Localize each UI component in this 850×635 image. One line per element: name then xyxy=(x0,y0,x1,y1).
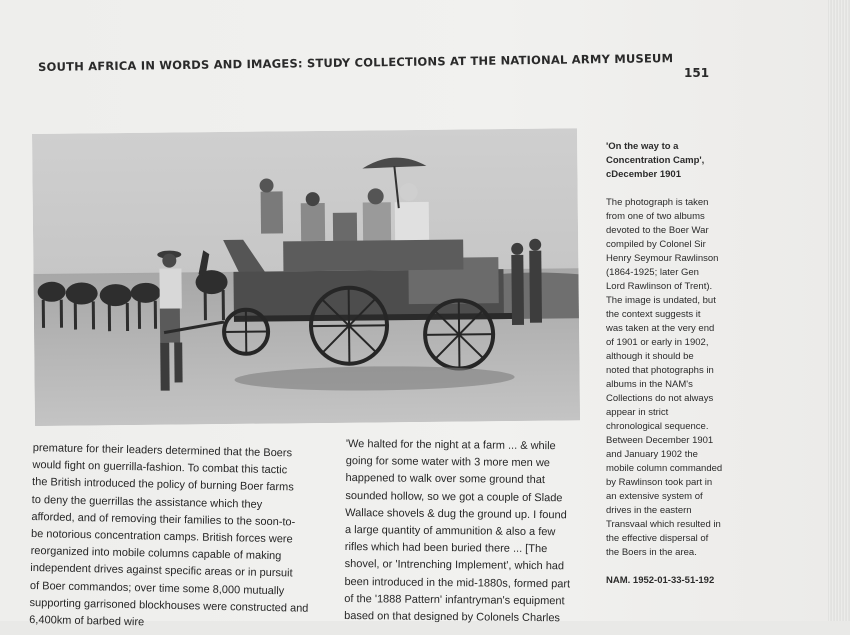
text-line: Wallace shovels & dug the ground up. I found xyxy=(345,505,571,525)
caption-line: Henry Seymour Rawlinson xyxy=(606,252,736,266)
text-line: 6,400km of barbed wire xyxy=(29,612,308,635)
caption-title xyxy=(606,140,736,182)
caption-line: appear in strict xyxy=(606,406,736,420)
caption-line: Between December 1901 xyxy=(606,434,736,448)
text-line: shovel, or 'Intrenching Implement', which had xyxy=(345,556,571,576)
caption-body xyxy=(606,196,736,560)
caption-title-line: 'On the way to a xyxy=(606,140,736,154)
caption-line: drives in the eastern xyxy=(606,504,736,518)
text-line: 'We halted for the night at a farm ... & while xyxy=(346,436,572,456)
caption-line: devoted to the Boer War xyxy=(606,224,736,238)
caption-line: noted that photographs in xyxy=(606,364,736,378)
caption-line: albums in the NAM's xyxy=(606,378,736,392)
caption-line: from one of two albums xyxy=(606,210,736,224)
caption-line: chronological sequence. xyxy=(606,420,736,434)
text-line: be notorious concentration camps. British forces were xyxy=(31,526,310,549)
text-line: of the '1888 Pattern' infantryman's equipment xyxy=(344,591,570,611)
caption-line: of 1901 or early in 1902, xyxy=(606,336,736,350)
text-line: been introduced in the mid-1880s, formed part xyxy=(344,574,570,594)
caption-line: and January 1902 the xyxy=(606,448,736,462)
caption-line: compiled by Colonel Sir xyxy=(606,238,736,252)
text-line: based on that designed by Colonels Charles xyxy=(344,608,570,628)
caption-title-line: cDecember 1901 xyxy=(606,168,736,182)
caption-line: (1864-1925; later Gen xyxy=(606,266,736,280)
caption-line: although it should be xyxy=(606,350,736,364)
text-line: premature for their leaders determined that the Boers xyxy=(33,440,312,463)
caption-line: Transvaal which resulted in xyxy=(606,518,736,532)
caption-line: The image is undated, but xyxy=(606,294,736,308)
text-line: would fight on guerrilla-fashion. To combat this tactic xyxy=(32,457,311,480)
text-line: the British introduced the policy of burning Boer farms xyxy=(32,474,311,497)
body-column-right xyxy=(344,436,572,628)
text-line: independent drives against specific areas or in pursuit xyxy=(30,560,309,583)
text-line: supporting garrisoned blockhouses were constructed and xyxy=(29,595,308,618)
wagon-photograph xyxy=(32,128,580,426)
caption-line: an extensive system of xyxy=(606,490,736,504)
caption-line: the effective dispersal of xyxy=(606,532,736,546)
caption-title-line: Concentration Camp', xyxy=(606,154,736,168)
caption-line: Lord Rawlinson of Trent). xyxy=(606,280,736,294)
text-line: a large quantity of ammunition & also a few xyxy=(345,522,571,542)
text-line: sounded hollow, so we got a couple of Slade xyxy=(345,488,571,508)
caption-line: Collections do not always xyxy=(606,392,736,406)
body-column-left xyxy=(29,440,312,635)
text-line: to deny the guerrillas the assistance which they xyxy=(32,492,311,515)
text-line: rifles which had been buried there ... [The xyxy=(345,539,571,559)
page-number: 151 xyxy=(684,66,709,80)
page-edge xyxy=(828,0,850,621)
wagon-photo-illustration xyxy=(32,128,580,426)
caption-line: The photograph is taken xyxy=(606,196,736,210)
text-line: reorganized into mobile columns capable of making xyxy=(30,543,309,566)
caption-line: mobile column commanded xyxy=(606,462,736,476)
photo-caption xyxy=(606,140,736,588)
text-line: going for some water with 3 more men we xyxy=(346,453,572,473)
caption-reference: NAM. 1952-01-33-51-192 xyxy=(606,574,736,588)
text-line: of Boer commandos; over time some 8,000 mutually xyxy=(30,578,309,601)
running-head: SOUTH AFRICA IN WORDS AND IMAGES: STUDY COLLECTIONS AT THE NATIONAL ARMY MUSEUM xyxy=(38,52,578,74)
caption-line: by Rawlinson took part in xyxy=(606,476,736,490)
caption-line: the Boers in the area. xyxy=(606,546,736,560)
caption-line: was taken at the very end xyxy=(606,322,736,336)
caption-line: the context suggests it xyxy=(606,308,736,322)
text-line: happened to walk over some ground that xyxy=(345,470,571,490)
text-line: afforded, and of removing their families to the soon-to- xyxy=(31,509,310,532)
